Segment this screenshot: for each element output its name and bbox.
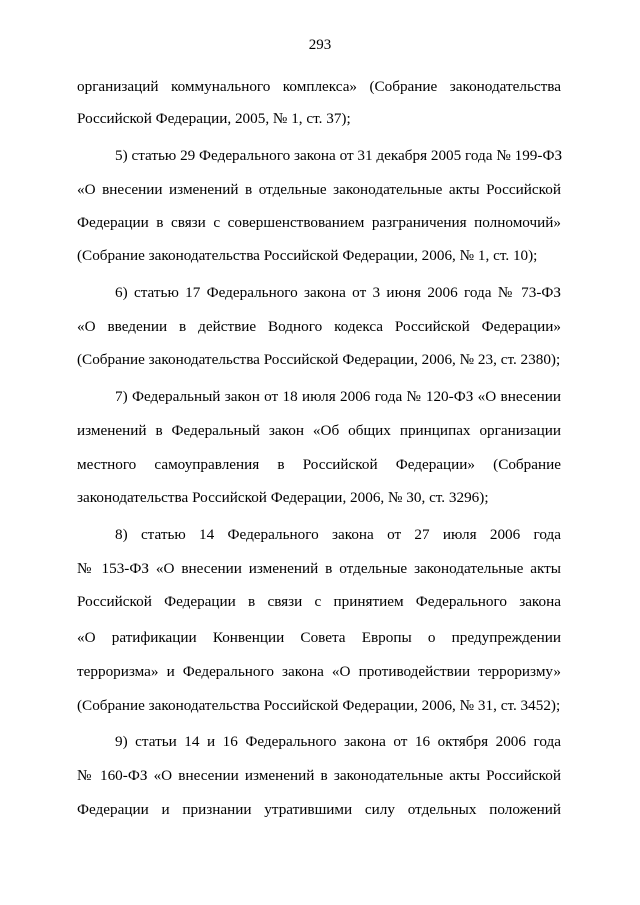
text-line: законодательства Российской Федерации, 2006, № 30, ст. 3296); bbox=[77, 489, 489, 506]
text-line: «О ратификации Конвенции Совета Европы о предупреждении bbox=[77, 629, 561, 646]
text-line: Федерации и признании утратившими силу отдельных положений bbox=[77, 801, 561, 818]
page-number: 293 bbox=[308, 37, 332, 53]
text-line: местного самоуправления в Российской Федерации» (Собрание bbox=[77, 456, 561, 473]
text-line: Российской Федерации в связи с принятием Федерального закона bbox=[77, 593, 561, 610]
text-line: 8) статью 14 Федерального закона от 27 июля 2006 года bbox=[115, 526, 561, 543]
text-line: № 160-ФЗ «О внесении изменений в законодательные акты Российской bbox=[77, 767, 561, 784]
text-line: № 153-ФЗ «О внесении изменений в отдельные законодательные акты bbox=[77, 560, 561, 577]
text-line: «О внесении изменений в отдельные законодательные акты Российской bbox=[77, 181, 561, 198]
text-line: изменений в Федеральный закон «Об общих принципах организации bbox=[77, 422, 561, 439]
text-line: (Собрание законодательства Российской Федерации, 2006, № 23, ст. 2380); bbox=[77, 351, 561, 368]
text-line: 5) статью 29 Федерального закона от 31 декабря 2005 года № 199-ФЗ bbox=[115, 147, 563, 164]
text-line: Российской Федерации, 2005, № 1, ст. 37); bbox=[77, 110, 351, 127]
text-line: Федерации в связи с совершенствованием разграничения полномочий» bbox=[77, 214, 561, 231]
text-line: терроризма» и Федерального закона «О противодействии терроризму» bbox=[77, 663, 561, 680]
text-line: 6) статью 17 Федерального закона от 3 июня 2006 года № 73-ФЗ bbox=[115, 284, 561, 301]
text-line: «О введении в действие Водного кодекса Российской Федерации» bbox=[77, 318, 561, 335]
text-line: (Собрание законодательства Российской Федерации, 2006, № 1, ст. 10); bbox=[77, 247, 538, 264]
text-line: организаций коммунального комплекса» (Собрание законодательства bbox=[77, 78, 561, 95]
text-line: 9) статьи 14 и 16 Федерального закона от 16 октября 2006 года bbox=[115, 733, 561, 750]
text-line: (Собрание законодательства Российской Федерации, 2006, № 31, ст. 3452); bbox=[77, 697, 561, 714]
text-line: 7) Федеральный закон от 18 июля 2006 года № 120-ФЗ «О внесении bbox=[115, 388, 561, 405]
